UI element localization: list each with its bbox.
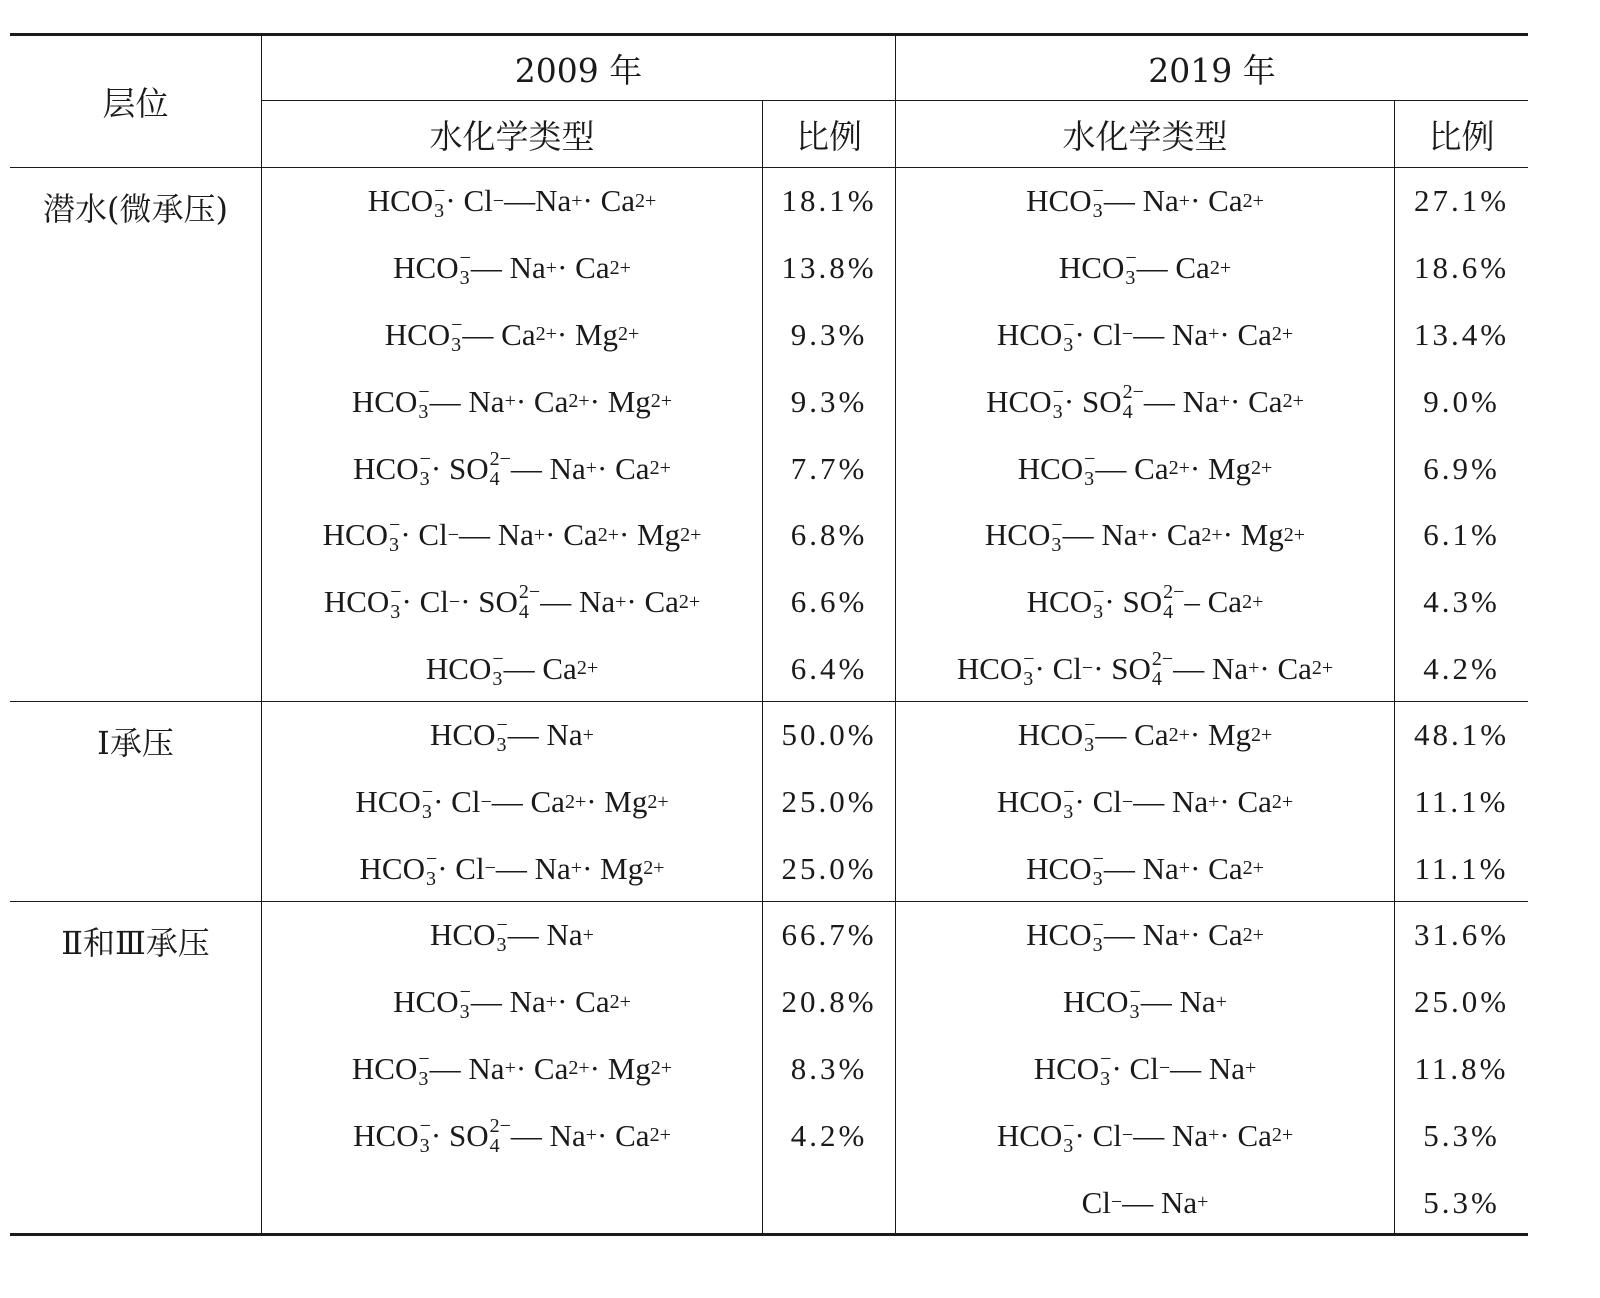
header-ratio-2019: 比例 <box>1428 116 1495 156</box>
ratio-2009: 20.8% <box>781 984 877 1020</box>
ratio-2009: 50.0% <box>781 717 877 753</box>
ratio-2009: 25.0% <box>781 784 877 820</box>
ratio-2019: 4.3% <box>1423 584 1500 620</box>
water-type-2019: HCO − 3 — Ca 2+ · Mg 2+ <box>1017 714 1273 757</box>
ratio-2019: 11.1% <box>1414 784 1509 820</box>
ratio-2009: 6.4% <box>790 650 868 686</box>
ratio-2019: 11.8% <box>1414 1050 1509 1086</box>
ratio-2009: 9.3% <box>790 383 868 419</box>
water-type-2009 <box>262 1169 762 1236</box>
water-type-2019: HCO − 3 · Cl − — Na + · Ca 2+ <box>996 1114 1294 1157</box>
ratio-2009: 4.2% <box>790 1117 868 1153</box>
water-type-2009: HCO − 3 · SO 2− 4 — Na + · Ca 2+ <box>353 1114 671 1157</box>
water-type-2019: HCO − 3 — Na + · Ca 2+ · Mg 2+ <box>984 514 1306 557</box>
water-type-2019: HCO − 3 — Na + · Ca 2+ <box>1026 180 1264 223</box>
header-year-2019: 2019 年 <box>1148 50 1276 90</box>
header-layer: 层位 <box>102 84 169 123</box>
layer-label: Ⅱ和Ⅲ承压 <box>61 924 210 962</box>
ratio-2019: 48.1% <box>1413 717 1510 753</box>
ratio-2019: 5.3% <box>1423 1184 1500 1220</box>
water-type-2009: HCO − 3 — Na + · Ca 2+ · Mg 2+ <box>351 1047 673 1090</box>
water-type-2019: HCO − 3 — Na + · Ca 2+ <box>1026 847 1264 890</box>
water-type-2019: HCO − 3 — Ca 2+ <box>1058 247 1232 290</box>
water-type-2019: HCO − 3 · Cl − — Na + · Ca 2+ <box>996 313 1294 356</box>
ratio-2019: 13.4% <box>1413 316 1510 352</box>
water-type-2009: HCO − 3 — Na + · Ca 2+ <box>393 981 631 1024</box>
water-type-2019: HCO − 3 · Cl − — Na + · Ca 2+ <box>996 781 1294 824</box>
header-ratio-2009: 比例 <box>796 116 862 156</box>
ratio-2009: 6.8% <box>790 517 868 553</box>
ratio-2009: 9.3% <box>790 316 868 352</box>
water-type-2009: HCO − 3 — Na + <box>430 914 594 957</box>
ratio-2019: 6.9% <box>1423 450 1500 486</box>
ratio-2019: 9.0% <box>1423 383 1500 419</box>
ratio-2009: 6.6% <box>790 584 868 620</box>
ratio-2019: 25.0% <box>1413 984 1510 1020</box>
water-type-2009: HCO − 3 — Na + · Ca 2+ · Mg 2+ <box>351 380 673 423</box>
header-type-2009: 水化学类型 <box>429 116 595 156</box>
water-type-2009: HCO − 3 · Cl − —Na + · Ca 2+ <box>367 180 657 223</box>
ratio-2019: 27.1% <box>1413 183 1510 219</box>
water-type-2019: Cl − — Na + <box>1081 1184 1209 1220</box>
ratio-2019: 5.3% <box>1423 1117 1500 1153</box>
ratio-2009: 18.1% <box>781 183 877 219</box>
water-type-2009: HCO − 3 — Na + · Ca 2+ <box>393 247 631 290</box>
water-type-2019: HCO − 3 · SO 2− 4 — Na + · Ca 2+ <box>986 380 1304 423</box>
water-type-2009: HCO − 3 · Cl − — Ca 2+ · Mg 2+ <box>355 781 669 824</box>
water-type-2019: HCO − 3 · Cl − — Na + <box>1033 1047 1257 1090</box>
water-type-2009: HCO − 3 · Cl − — Na + · Ca 2+ · Mg 2+ <box>322 514 702 557</box>
water-type-2019: HCO − 3 — Na + · Ca 2+ <box>1026 914 1264 957</box>
water-type-2019: HCO − 3 — Ca 2+ · Mg 2+ <box>1017 447 1273 490</box>
ratio-2019: 4.2% <box>1423 650 1500 686</box>
ratio-2009: 13.8% <box>781 250 877 286</box>
water-type-2009: HCO − 3 · Cl − — Na + · Mg 2+ <box>359 847 665 890</box>
water-type-2009: HCO − 3 — Na + <box>430 714 594 757</box>
ratio-2009: 8.3% <box>790 1050 868 1086</box>
ratio-2009: 7.7% <box>790 450 868 486</box>
water-type-2009: HCO − 3 — Ca 2+ · Mg 2+ <box>384 313 640 356</box>
ratio-2019: 6.1% <box>1423 517 1500 553</box>
ratio-2009: 25.0% <box>781 850 877 886</box>
water-type-2019: HCO − 3 · SO 2− 4 – Ca 2+ <box>1026 581 1264 624</box>
ratio-2009 <box>763 1169 895 1236</box>
water-type-2009: HCO − 3 · SO 2− 4 — Na + · Ca 2+ <box>353 447 671 490</box>
layer-label: 潜水(微承压) <box>43 190 228 228</box>
ratio-2019: 31.6% <box>1413 917 1510 953</box>
layer-label: Ⅰ承压 <box>97 724 174 762</box>
water-type-2019: HCO − 3 · Cl − · SO 2− 4 — Na + · Ca 2+ <box>956 647 1334 690</box>
ratio-2009: 66.7% <box>781 917 877 953</box>
water-type-2019: HCO − 3 — Na + <box>1063 981 1227 1024</box>
ratio-2019: 11.1% <box>1414 850 1509 886</box>
header-type-2019: 水化学类型 <box>1062 116 1228 156</box>
header-year-2009: 2009 年 <box>514 50 643 90</box>
water-type-2009: HCO − 3 — Ca 2+ <box>425 647 599 690</box>
ratio-2019: 18.6% <box>1413 250 1510 286</box>
water-type-2009: HCO − 3 · Cl − · SO 2− 4 — Na + · Ca 2+ <box>323 581 701 624</box>
